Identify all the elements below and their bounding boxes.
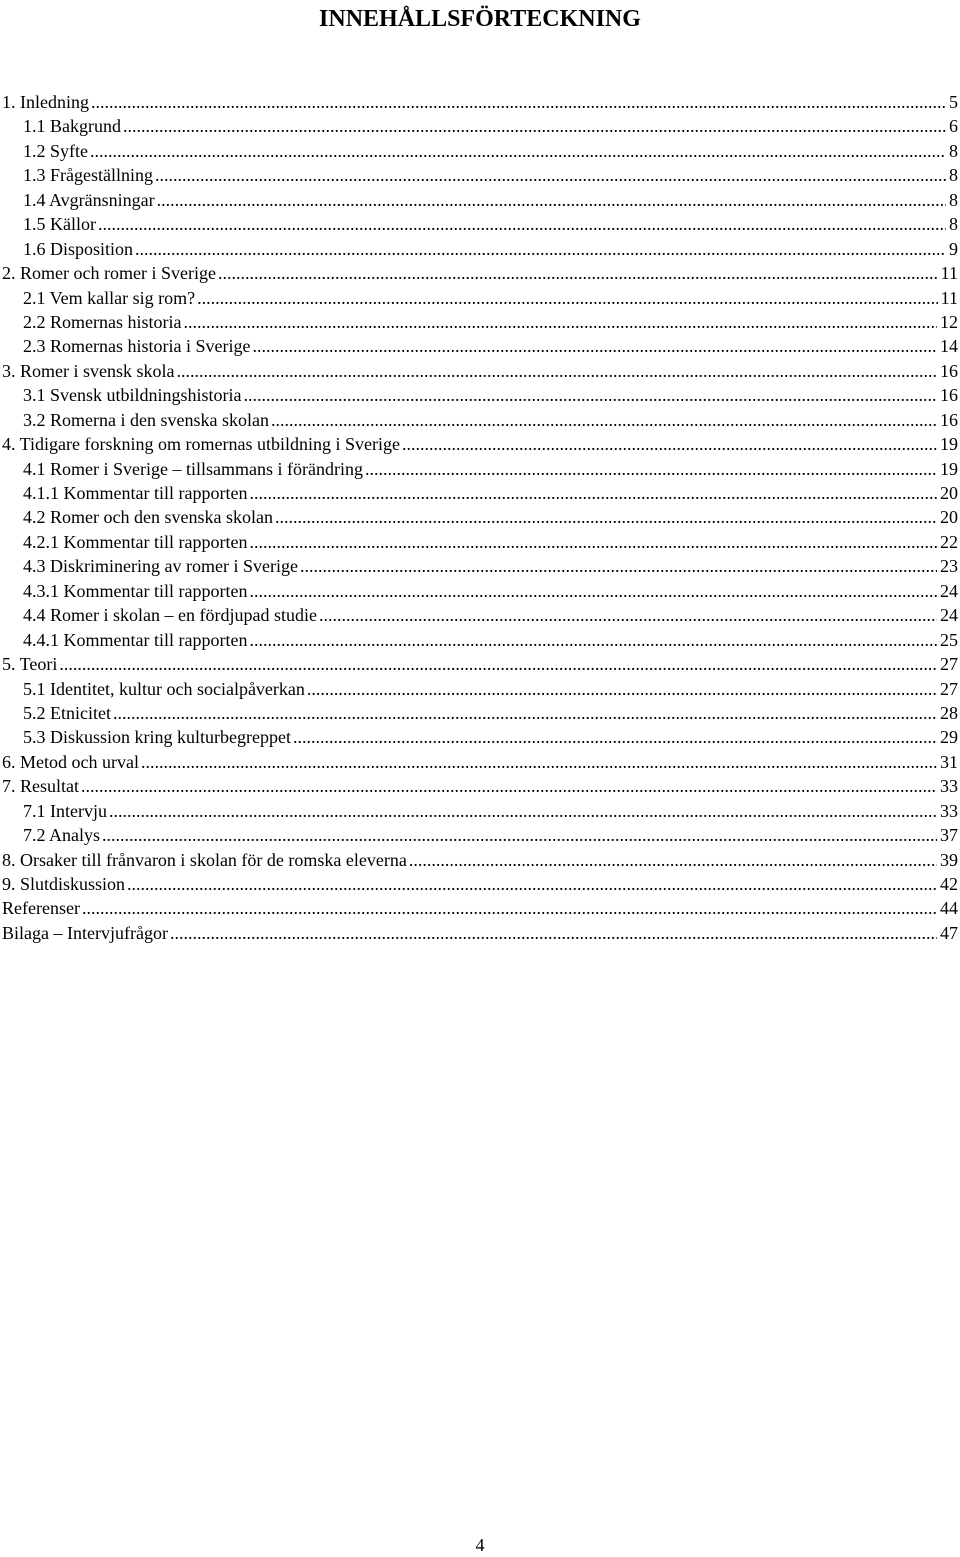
page-title: INNEHÅLLSFÖRTECKNING [319, 6, 641, 32]
toc-entry-title: 2. Romer och romer i Sverige [2, 261, 218, 285]
toc-entry[interactable] [0, 896, 960, 920]
toc-dot-leader [113, 701, 937, 725]
toc-entry-title: 8. Orsaker till frånvaron i skolan för de romska eleverna [2, 848, 409, 872]
toc-entry-page: 9 [946, 237, 958, 261]
toc-entry[interactable] [0, 603, 960, 627]
toc-entry-title: 2.2 Romernas historia [23, 310, 183, 334]
toc-entry[interactable] [0, 139, 960, 163]
page-number: 4 [475, 1535, 485, 1555]
toc-entry-title: 3.1 Svensk utbildningshistoria [23, 383, 244, 407]
toc-entry[interactable] [0, 628, 960, 652]
toc-dot-leader [81, 774, 937, 798]
toc-line [23, 799, 958, 823]
toc-entry-page: 19 [937, 432, 958, 456]
toc-entry-title: 7. Resultat [2, 774, 81, 798]
toc-entry-page: 11 [938, 261, 958, 285]
toc-entry-title: 2.3 Romernas historia i Sverige [23, 334, 252, 358]
toc-dot-leader [123, 114, 946, 138]
toc-entry-page: 20 [937, 481, 958, 505]
toc-entry-page: 16 [937, 383, 958, 407]
toc-entry-page: 23 [937, 554, 958, 578]
toc-entry-title: 7.2 Analys [23, 823, 102, 847]
toc-line [23, 114, 958, 138]
toc-entry-page: 8 [946, 163, 958, 187]
toc-dot-leader [90, 139, 946, 163]
toc-entry-page: 8 [946, 139, 958, 163]
toc-entry-title: 4. Tidigare forskning om romernas utbildning i Sverige [2, 432, 402, 456]
toc-entry[interactable] [0, 725, 960, 749]
toc-entry[interactable] [0, 114, 960, 138]
toc-line [23, 530, 958, 554]
toc-entry-page: 8 [946, 188, 958, 212]
toc-entry[interactable] [0, 652, 960, 676]
toc-line [2, 848, 958, 872]
toc-entry[interactable] [0, 188, 960, 212]
toc-entry-page: 20 [937, 505, 958, 529]
toc-entry-title: 1.4 Avgränsningar [23, 188, 157, 212]
toc-entry-title: 5. Teori [2, 652, 59, 676]
toc-entry-page: 16 [937, 408, 958, 432]
toc-entry-title: 6. Metod och urval [2, 750, 141, 774]
toc-line [23, 334, 958, 358]
toc-entry-title: Referenser [2, 896, 82, 920]
toc-line [23, 163, 958, 187]
toc-entry-page: 28 [937, 701, 958, 725]
toc-line [2, 896, 958, 920]
toc-entry-title: 5.1 Identitet, kultur och socialpåverkan [23, 677, 307, 701]
toc-dot-leader [59, 652, 937, 676]
toc-entry-page: 24 [937, 603, 958, 627]
toc-entry-page: 42 [937, 872, 958, 896]
toc-dot-leader [252, 334, 937, 358]
toc-entry-title: 1.1 Bakgrund [23, 114, 123, 138]
toc-dot-leader [82, 896, 937, 920]
toc-dot-leader [409, 848, 937, 872]
toc-entry-page: 29 [937, 725, 958, 749]
toc-entry-page: 37 [937, 823, 958, 847]
toc-entry-page: 5 [946, 90, 958, 114]
toc-entry-title: 3. Romer i svensk skola [2, 359, 177, 383]
toc-dot-leader [249, 628, 937, 652]
toc-dot-leader [402, 432, 937, 456]
toc-entry-page: 47 [937, 921, 958, 945]
toc-entry-title: 2.1 Vem kallar sig rom? [23, 286, 197, 310]
toc-entry[interactable] [0, 432, 960, 456]
toc-entry[interactable] [0, 554, 960, 578]
toc-dot-leader [155, 163, 946, 187]
toc-line [2, 750, 958, 774]
toc-dot-leader [135, 237, 946, 261]
toc-line [2, 432, 958, 456]
toc-entry[interactable] [0, 310, 960, 334]
toc-dot-leader [275, 505, 937, 529]
toc-entry[interactable] [0, 261, 960, 285]
toc-entry-title: 1.6 Disposition [23, 237, 135, 261]
toc-dot-leader [141, 750, 937, 774]
toc-entry-title: 1.2 Syfte [23, 139, 90, 163]
toc-line [23, 457, 958, 481]
toc-entry[interactable] [0, 579, 960, 603]
toc-dot-leader [249, 530, 937, 554]
toc-entry-title: 4.3 Diskriminering av romer i Sverige [23, 554, 300, 578]
toc-entry[interactable] [0, 163, 960, 187]
toc-line [2, 90, 958, 114]
toc-line [23, 677, 958, 701]
toc-dot-leader [157, 188, 946, 212]
toc-entry-page: 16 [937, 359, 958, 383]
toc-line [2, 921, 958, 945]
toc-line [2, 872, 958, 896]
toc-dot-leader [170, 921, 937, 945]
toc-entry-page: 11 [938, 286, 958, 310]
toc-dot-leader [183, 310, 937, 334]
toc-entry[interactable] [0, 212, 960, 236]
toc-dot-leader [307, 677, 937, 701]
toc-entry[interactable] [0, 90, 960, 114]
toc-line [23, 579, 958, 603]
toc-entry-title: 4.1.1 Kommentar till rapporten [23, 481, 249, 505]
toc-entry-title: 4.1 Romer i Sverige – tillsammans i förändring [23, 457, 365, 481]
toc-entry[interactable] [0, 701, 960, 725]
toc-line [23, 603, 958, 627]
toc-dot-leader [271, 408, 937, 432]
toc-entry-title: 4.4.1 Kommentar till rapporten [23, 628, 249, 652]
toc-entry[interactable] [0, 774, 960, 798]
toc-entry[interactable] [0, 383, 960, 407]
toc-entry-title: 3.2 Romerna i den svenska skolan [23, 408, 271, 432]
toc-entry-page: 33 [937, 799, 958, 823]
toc-dot-leader [218, 261, 938, 285]
toc-entry-title: 1.3 Frågeställning [23, 163, 155, 187]
toc-line [23, 212, 958, 236]
toc-entry-page: 27 [937, 677, 958, 701]
toc-entry[interactable] [0, 457, 960, 481]
table-of-contents [0, 90, 960, 945]
toc-dot-leader [102, 823, 937, 847]
toc-line [23, 554, 958, 578]
toc-entry-page: 31 [937, 750, 958, 774]
toc-entry[interactable] [0, 921, 960, 945]
toc-line [23, 505, 958, 529]
toc-entry-page: 25 [937, 628, 958, 652]
toc-entry[interactable] [0, 334, 960, 358]
toc-line [23, 823, 958, 847]
toc-entry-page: 12 [937, 310, 958, 334]
toc-dot-leader [177, 359, 938, 383]
toc-entry[interactable] [0, 750, 960, 774]
toc-dot-leader [98, 212, 946, 236]
toc-entry-title: 4.4 Romer i skolan – en fördjupad studie [23, 603, 319, 627]
toc-entry[interactable] [0, 481, 960, 505]
toc-entry-title: 4.2 Romer och den svenska skolan [23, 505, 275, 529]
toc-entry[interactable] [0, 408, 960, 432]
toc-line [23, 481, 958, 505]
toc-dot-leader [319, 603, 937, 627]
toc-line [23, 701, 958, 725]
toc-line [23, 408, 958, 432]
toc-entry[interactable] [0, 237, 960, 261]
toc-dot-leader [109, 799, 937, 823]
toc-entry[interactable] [0, 359, 960, 383]
toc-dot-leader [249, 481, 937, 505]
toc-line [23, 628, 958, 652]
toc-line [2, 774, 958, 798]
toc-line [23, 725, 958, 749]
toc-dot-leader [293, 725, 937, 749]
toc-line [23, 310, 958, 334]
toc-dot-leader [91, 90, 946, 114]
toc-entry[interactable] [0, 286, 960, 310]
toc-entry-page: 6 [946, 114, 958, 138]
toc-entry-title: 9. Slutdiskussion [2, 872, 127, 896]
toc-entry-page: 14 [937, 334, 958, 358]
toc-entry[interactable] [0, 799, 960, 823]
toc-entry[interactable] [0, 848, 960, 872]
toc-entry-title: 1. Inledning [2, 90, 91, 114]
toc-entry-title: 7.1 Intervju [23, 799, 109, 823]
toc-dot-leader [300, 554, 937, 578]
toc-entry-title: 4.3.1 Kommentar till rapporten [23, 579, 249, 603]
toc-entry-title: 5.3 Diskussion kring kulturbegreppet [23, 725, 293, 749]
toc-entry-title: 1.5 Källor [23, 212, 98, 236]
toc-line [23, 139, 958, 163]
toc-entry-page: 33 [937, 774, 958, 798]
toc-line [23, 383, 958, 407]
toc-line [23, 237, 958, 261]
toc-entry[interactable] [0, 530, 960, 554]
toc-entry-page: 24 [937, 579, 958, 603]
toc-entry-page: 39 [937, 848, 958, 872]
toc-entry-title: Bilaga – Intervjufrågor [2, 921, 170, 945]
toc-entry-page: 44 [937, 896, 958, 920]
toc-entry-page: 19 [937, 457, 958, 481]
toc-entry-title: 5.2 Etnicitet [23, 701, 113, 725]
toc-entry[interactable] [0, 872, 960, 896]
toc-entry[interactable] [0, 823, 960, 847]
toc-entry-page: 22 [937, 530, 958, 554]
toc-dot-leader [127, 872, 937, 896]
toc-entry-title: 4.2.1 Kommentar till rapporten [23, 530, 249, 554]
toc-dot-leader [244, 383, 937, 407]
toc-line [23, 286, 958, 310]
toc-line [23, 188, 958, 212]
toc-entry[interactable] [0, 677, 960, 701]
toc-line [2, 261, 958, 285]
toc-dot-leader [197, 286, 938, 310]
toc-entry-page: 27 [937, 652, 958, 676]
toc-entry-page: 8 [946, 212, 958, 236]
toc-dot-leader [365, 457, 937, 481]
toc-line [2, 359, 958, 383]
toc-entry[interactable] [0, 505, 960, 529]
toc-dot-leader [249, 579, 937, 603]
toc-line [2, 652, 958, 676]
